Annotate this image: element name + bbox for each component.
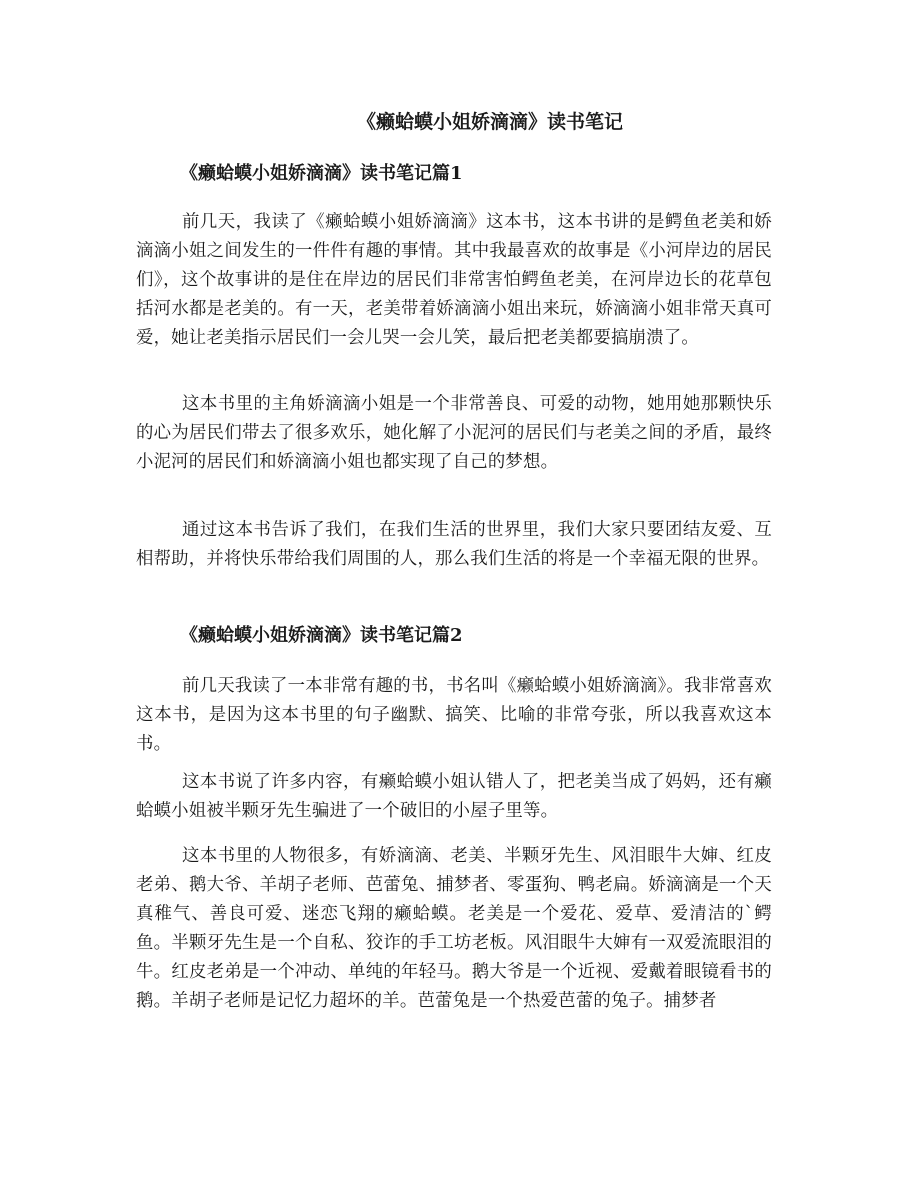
- section-2-paragraph-2: 这本书说了许多内容，有癞蛤蟆小姐认错人了，把老美当成了妈妈，还有癞蛤蟆小姐被半颗牙先生骗进了一个破旧的小屋子里等。: [136, 772, 772, 821]
- section-heading-1: 《癞蛤蟆小姐娇滴滴》读书笔记篇1: [180, 163, 463, 184]
- section-2-paragraph-1: 前几天我读了一本非常有趣的书，书名叫《癞蛤蟆小姐娇滴滴》。我非常喜欢这本书，是因为这本书里的句子幽默、搞笑、比喻的非常夸张，所以我喜欢这本书。: [136, 676, 772, 754]
- section-2-paragraph-3: 这本书里的人物很多，有娇滴滴、老美、半颗牙先生、风泪眼牛大婶、红皮老弟、鹅大爷、羊胡子老师、芭蕾兔、捕梦者、零蛋狗、鸭老扁。娇滴滴是一个天真稚气、善良可爱、迷恋飞翔的癞蛤蟆。老美是一个爱花、爱草、爱清洁的`鳄鱼。半颗牙先生是一个自私、狡诈的手工坊老板。风泪眼牛大婶有一双爱流眼泪的牛。红皮老弟是一个冲动、单纯的年轻马。鹅大爷是一个近视、爱戴着眼镜看书的鹅。羊胡子老师是记忆力超坏的羊。芭蕾兔是一个热爱芭蕾的兔子。捕梦者: [136, 846, 772, 1011]
- section-1-paragraph-2: 这本书里的主角娇滴滴小姐是一个非常善良、可爱的动物，她用她那颗快乐的心为居民们带去了很多欢乐，她化解了小泥河的居民们与老美之间的矛盾，最终小泥河的居民们和娇滴滴小姐也都实现了自己的梦想。: [136, 394, 772, 472]
- section-1-paragraph-1: 前几天，我读了《癞蛤蟆小姐娇滴滴》这本书，这本书讲的是鳄鱼老美和娇滴滴小姐之间发生的一件件有趣的事情。其中我最喜欢的故事是《小河岸边的居民们》，这个故事讲的是住在岸边的居民们非常害怕鳄鱼老美，在河岸边长的花草包括河水都是老美的。有一天，老美带着娇滴滴小姐出来玩，娇滴滴小姐非常天真可爱，她让老美指示居民们一会儿哭一会儿笑，最后把老美都要搞崩溃了。: [136, 212, 772, 348]
- section-1-paragraph-3: 通过这本书告诉了我们，在我们生活的世界里，我们大家只要团结友爱、互相帮助，并将快乐带给我们周围的人，那么我们生活的将是一个幸福无限的世界。: [136, 520, 772, 569]
- document-title: 《癞蛤蟆小姐娇滴滴》读书笔记: [356, 111, 623, 133]
- section-heading-2: 《癞蛤蟆小姐娇滴滴》读书笔记篇2: [180, 625, 463, 646]
